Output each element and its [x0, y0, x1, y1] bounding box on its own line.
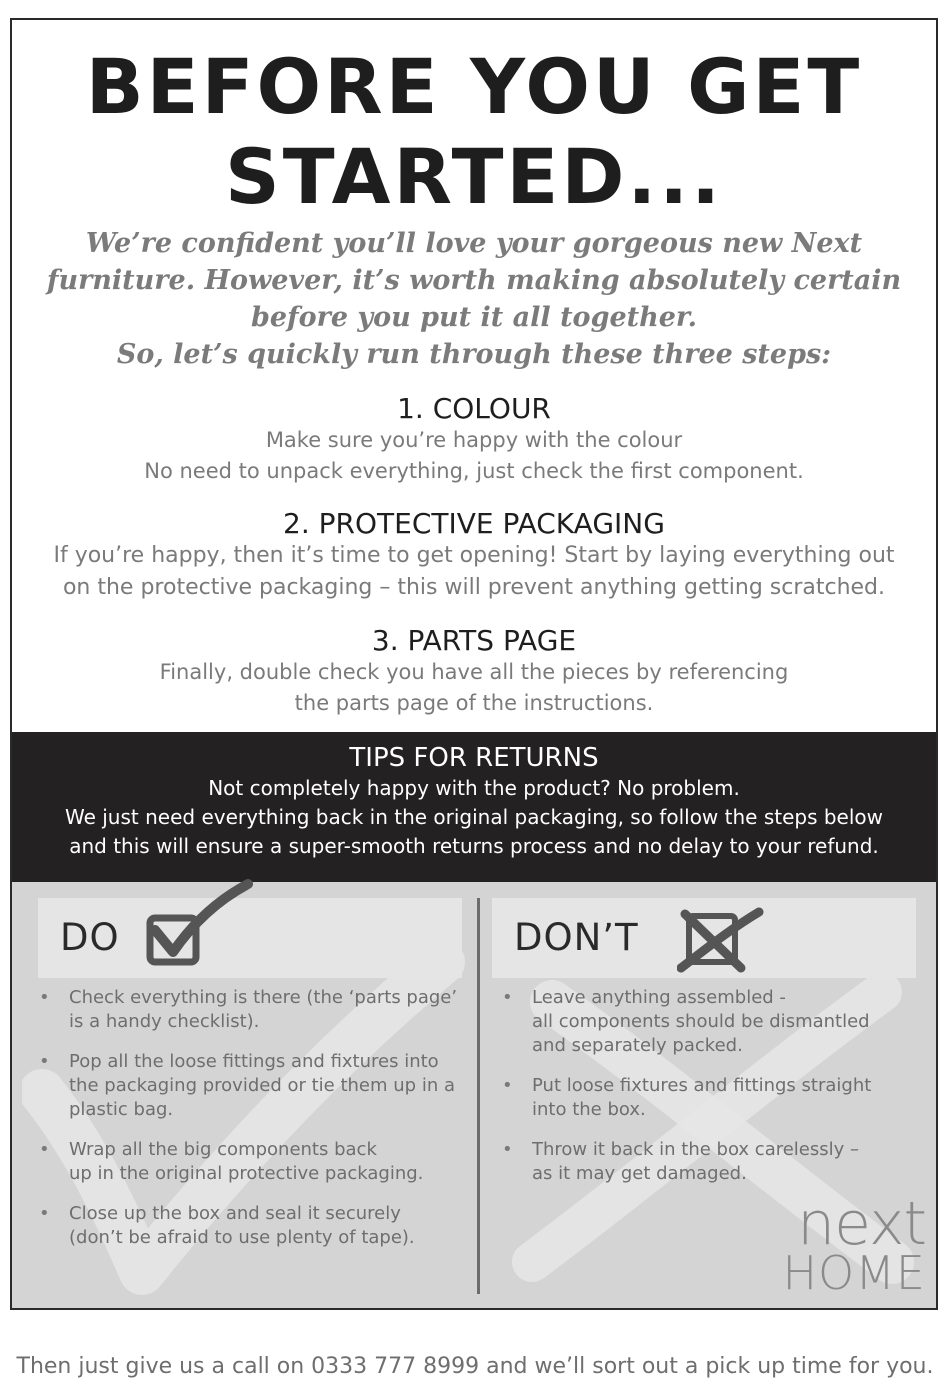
list-item-line: • Pop all the loose fittings and fixtures into — [69, 1051, 439, 1072]
checkbox-cross-icon — [677, 906, 767, 974]
list-item-line: • Put loose fixtures and fittings straight — [532, 1075, 872, 1096]
step-heading: 3. PARTS PAGE — [371, 624, 577, 657]
list-item-line: • Wrap all the big components back — [69, 1139, 377, 1160]
tips-line: and this will ensure a super-smooth returns process and no delay to your refund. — [69, 834, 879, 858]
intro-text — [32, 225, 916, 373]
step-line: the parts page of the instructions. — [294, 691, 654, 715]
list-item — [39, 1202, 459, 1250]
list-item-line: into the box. — [532, 1099, 646, 1120]
list-item-line: is a handy checklist). — [69, 1011, 260, 1032]
list-item — [39, 986, 459, 1034]
step-protective-packaging — [12, 508, 936, 604]
brand-line-1: next — [797, 1189, 926, 1259]
list-item-line: all components should be dismantled — [532, 1011, 870, 1032]
list-item-line: the packaging provided or tie them up in a — [69, 1075, 455, 1096]
list-item — [39, 1050, 459, 1122]
list-item-line: • Close up the box and seal it securely — [69, 1203, 401, 1224]
intro-line-1: We’re confident you’ll love your gorgeous new Next — [85, 228, 863, 259]
dont-list — [502, 986, 912, 1202]
step-heading: 1. COLOUR — [397, 392, 551, 425]
instruction-sheet — [10, 18, 938, 1310]
step-line: Finally, double check you have all the pieces by referencing — [159, 660, 789, 684]
footer-call-to-action: Then just give us a call on 0333 777 8999 and we’ll sort out a pick up time for you. — [16, 1354, 934, 1379]
list-item — [502, 1138, 912, 1186]
column-divider — [477, 898, 480, 1294]
step-colour — [12, 393, 936, 487]
list-item — [502, 1074, 912, 1122]
list-item-line: and separately packed. — [532, 1035, 743, 1056]
list-item-line: • Check everything is there (the ‘parts page’ — [69, 987, 458, 1008]
step-line: No need to unpack everything, just check the first component. — [144, 459, 804, 483]
intro-line-4: So, let’s quickly run through these three steps: — [116, 339, 832, 370]
do-title: DO — [60, 916, 120, 959]
dont-title: DON’T — [514, 916, 639, 959]
list-item — [502, 986, 912, 1058]
list-item-line: • Leave anything assembled - — [532, 987, 786, 1008]
next-home-logo — [782, 1189, 926, 1300]
step-line: on the protective packaging – this will prevent anything getting scratched. — [62, 575, 886, 600]
intro-line-3: before you put it all together. — [250, 302, 698, 333]
list-item — [39, 1138, 459, 1186]
brand-line-2: HOME — [782, 1246, 926, 1300]
tips-heading: TIPS FOR RETURNS — [349, 743, 599, 773]
do-header — [38, 898, 462, 978]
list-item-line: plastic bag. — [69, 1099, 174, 1120]
dont-header — [492, 898, 916, 978]
do-dont-panel — [12, 882, 936, 1308]
step-line: Make sure you’re happy with the colour — [265, 428, 683, 452]
list-item-line: (don’t be afraid to use plenty of tape). — [69, 1227, 415, 1248]
tips-for-returns-banner — [12, 732, 936, 882]
tips-line: We just need everything back in the original packaging, so follow the steps below — [64, 805, 884, 829]
step-heading: 2. PROTECTIVE PACKAGING — [283, 507, 665, 540]
step-parts-page — [12, 625, 936, 719]
list-item-line: • Throw it back in the box carelessly – — [532, 1139, 860, 1160]
checkbox-tick-icon — [143, 878, 253, 970]
list-item-line: up in the original protective packaging. — [69, 1163, 424, 1184]
tips-line: Not completely happy with the product? No problem. — [208, 776, 740, 800]
step-line: If you’re happy, then it’s time to get opening! Start by laying everything out — [53, 543, 895, 568]
do-list — [39, 986, 459, 1266]
intro-line-2: furniture. However, it’s worth making absolutely certain — [46, 265, 902, 296]
title-line-1: BEFORE YOU GET — [85, 42, 863, 131]
page-title — [12, 42, 936, 222]
list-item-line: as it may get damaged. — [532, 1163, 747, 1184]
title-line-2: STARTED... — [224, 132, 724, 221]
